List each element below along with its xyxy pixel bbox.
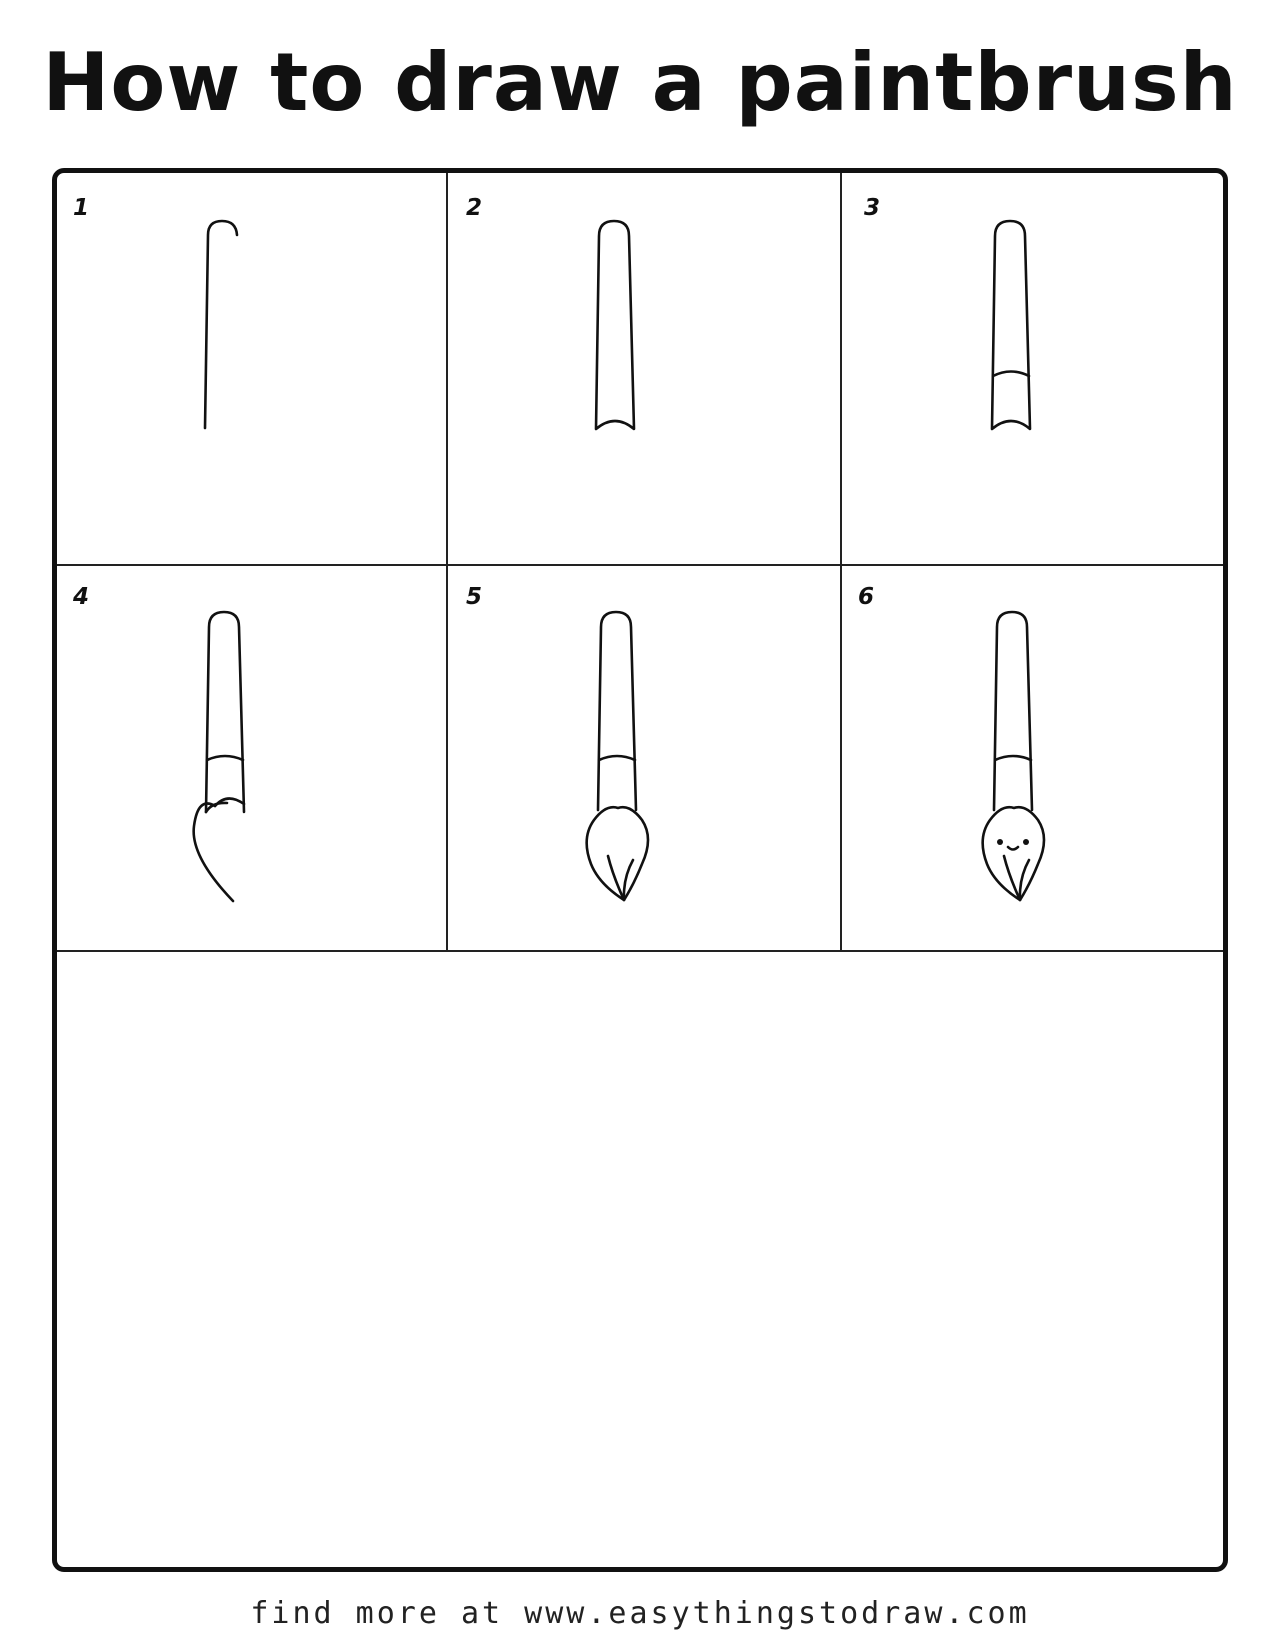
step-number: 6 bbox=[858, 584, 875, 610]
page-title: How to draw a paintbrush bbox=[42, 36, 1238, 129]
step-panel-6 bbox=[842, 566, 1223, 950]
footer-link-text: find more at www.easythingstodraw.com bbox=[250, 1596, 1030, 1631]
step-panel-2 bbox=[448, 173, 840, 564]
step-6-drawing bbox=[842, 566, 1223, 950]
step-panel-5 bbox=[448, 566, 840, 950]
practice-area bbox=[57, 951, 1223, 1567]
step-panel-1 bbox=[57, 173, 446, 564]
eye-right-icon bbox=[1023, 839, 1029, 845]
eye-left-icon bbox=[997, 839, 1003, 845]
step-3-drawing bbox=[842, 173, 1223, 564]
step-number: 1 bbox=[73, 195, 90, 221]
step-number: 5 bbox=[466, 584, 483, 610]
step-2-drawing bbox=[448, 173, 840, 564]
step-4-drawing bbox=[57, 566, 446, 950]
step-number: 2 bbox=[466, 195, 483, 221]
step-number: 3 bbox=[864, 195, 881, 221]
drawing-sheet bbox=[52, 168, 1228, 1572]
step-5-drawing bbox=[448, 566, 840, 950]
step-panel-3 bbox=[842, 173, 1223, 564]
step-1-drawing bbox=[57, 173, 446, 564]
step-number: 4 bbox=[73, 584, 90, 610]
step-panel-4 bbox=[57, 566, 446, 950]
